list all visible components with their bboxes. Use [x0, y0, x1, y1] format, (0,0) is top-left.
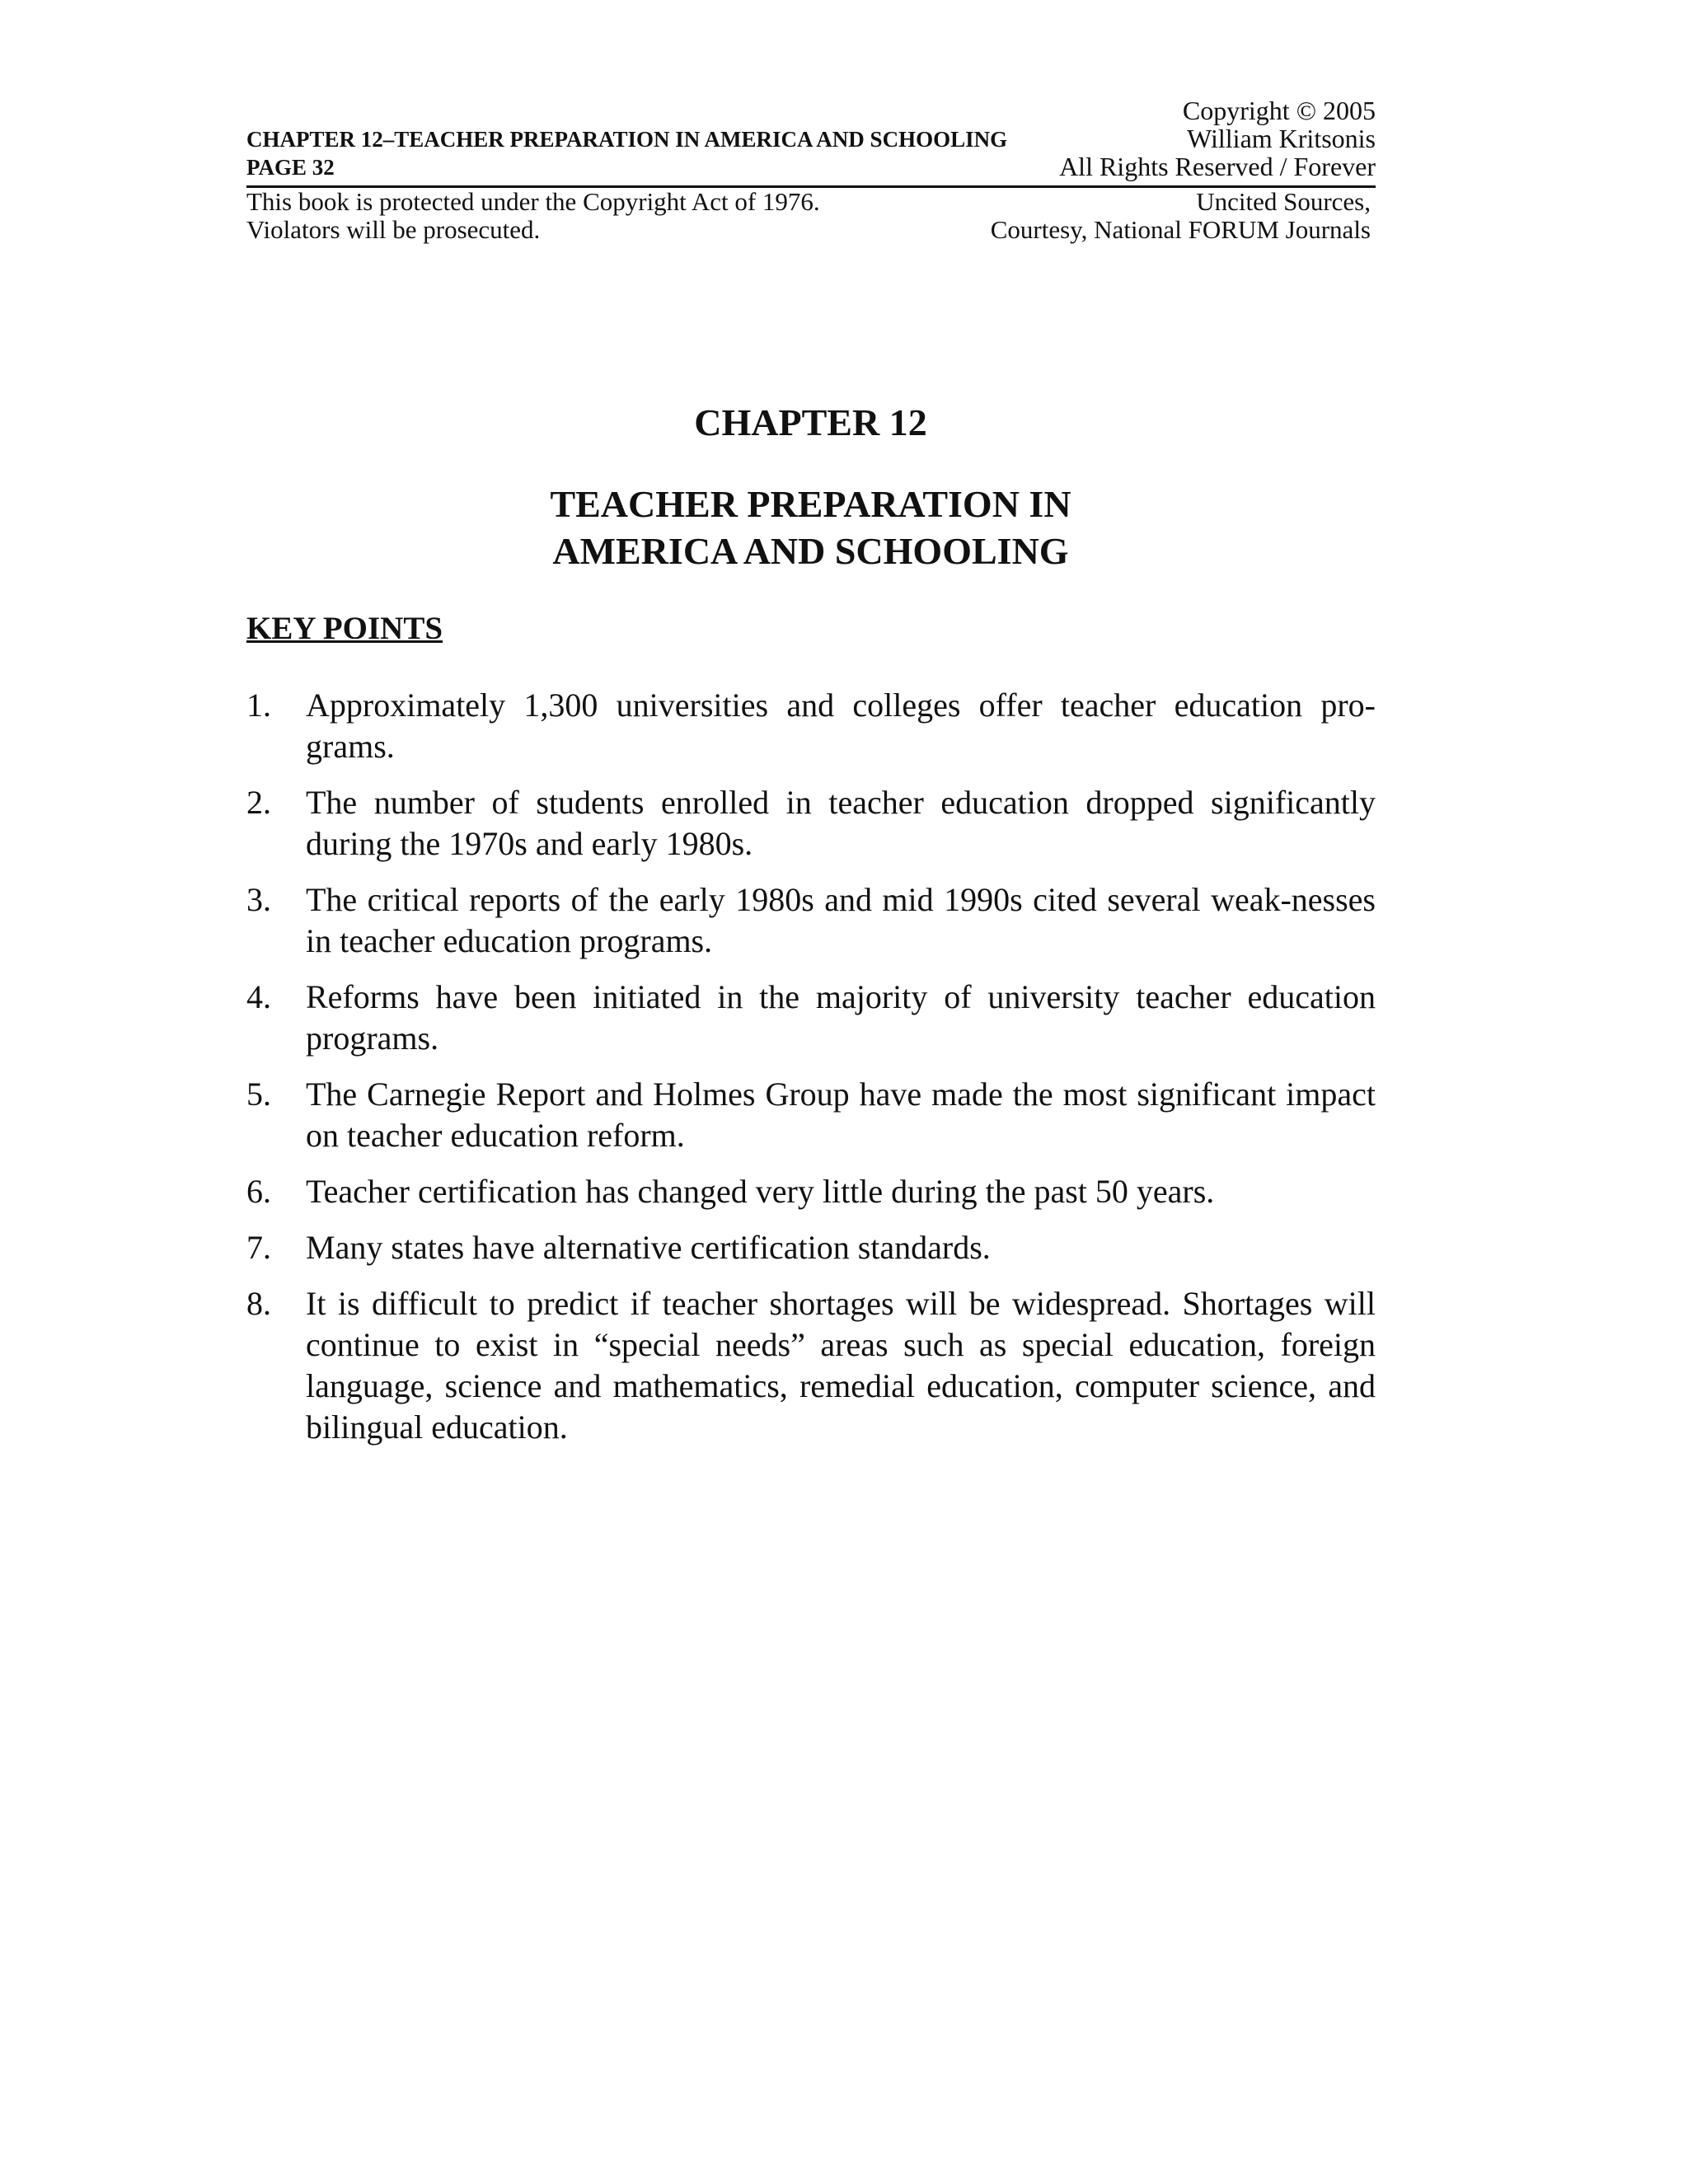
list-item: [246, 1171, 1376, 1212]
uncited-sources: Uncited Sources,: [1196, 187, 1371, 216]
list-item: [246, 782, 1376, 865]
item-number: 5.: [246, 1076, 271, 1113]
item-text: Reforms have been initiated in the majority of university teacher education programs.: [306, 978, 1376, 1057]
item-number: 7.: [246, 1229, 271, 1266]
item-text: The number of students enrolled in teacher education dropped significantly during the 1970s and early 1980s.: [306, 784, 1376, 862]
chapter-title-line-1: TEACHER PREPARATION IN: [550, 483, 1071, 525]
copyright-notice: [246, 188, 1376, 244]
page-number: PAGE 32: [246, 155, 335, 180]
violators-notice: Violators will be prosecuted.: [246, 215, 541, 244]
key-points-list: [246, 685, 1376, 1463]
item-number: 6.: [246, 1173, 271, 1210]
copyright-line: Copyright © 2005: [1182, 96, 1376, 125]
rights-line: All Rights Reserved / Forever: [1059, 152, 1376, 181]
item-number: 1.: [246, 687, 271, 724]
protection-notice: This book is protected under the Copyright Act of 1976.: [246, 187, 820, 216]
item-number: 8.: [246, 1285, 271, 1322]
chapter-title-line-2: AMERICA AND SCHOOLING: [552, 530, 1069, 572]
item-text: It is difficult to predict if teacher shortages will be widespread. Shortages will continue to exist in “special needs” areas such as special education, foreign language, science and mathematics, remedial education, computer science, and bilingual education.: [306, 1285, 1376, 1446]
item-text: The critical reports of the early 1980s and mid 1990s cited several weak-nesses in teacher education programs.: [306, 881, 1376, 959]
item-text: Teacher certification has changed very little during the past 50 years.: [306, 1173, 1215, 1210]
item-number: 2.: [246, 784, 271, 821]
item-text: Many states have alternative certification standards.: [306, 1229, 991, 1266]
key-points-heading: KEY POINTS: [246, 611, 443, 646]
item-text: Approximately 1,300 universities and colleges offer teacher education pro-grams.: [306, 687, 1376, 765]
list-item: [246, 977, 1376, 1059]
list-item: [246, 1074, 1376, 1156]
item-number: 4.: [246, 978, 271, 1015]
list-item: [246, 685, 1376, 767]
item-text: The Carnegie Report and Holmes Group have made the most significant impact on teacher education reform.: [306, 1076, 1376, 1154]
courtesy-line: Courtesy, National FORUM Journals: [990, 215, 1371, 244]
item-number: 3.: [246, 881, 271, 918]
list-item: [246, 879, 1376, 962]
chapter-title: [0, 480, 1621, 574]
chapter-number: CHAPTER 12: [694, 401, 927, 443]
list-item: [246, 1283, 1376, 1448]
author-name: William Kritsonis: [1187, 124, 1376, 153]
header-chapter-title: CHAPTER 12–TEACHER PREPARATION IN AMERICA AND SCHOOLING: [246, 127, 1008, 152]
running-header: [246, 96, 1376, 180]
list-item: [246, 1227, 1376, 1268]
